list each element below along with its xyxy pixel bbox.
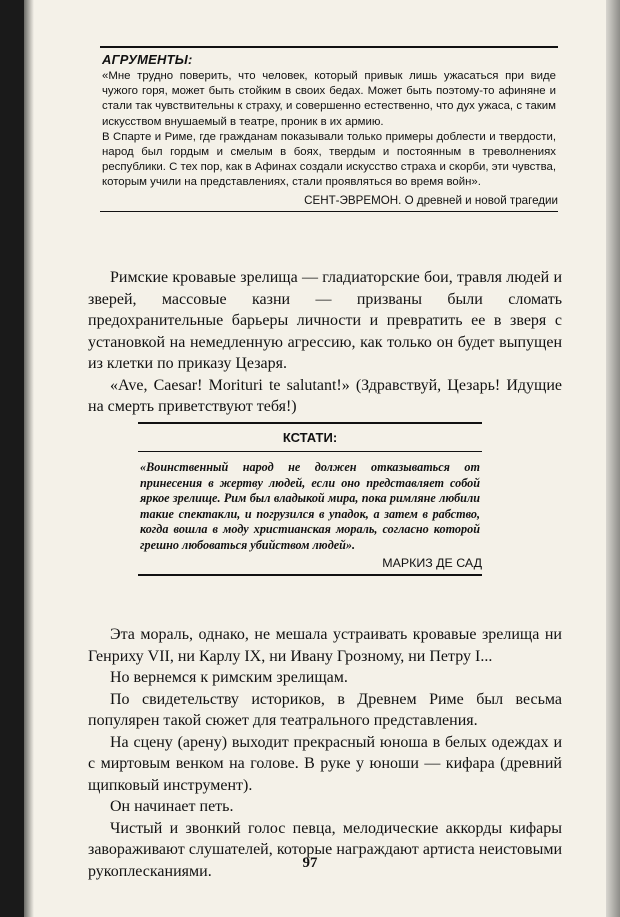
body-paragraph: Эта мораль, однако, не мешала устраивать кровавые зрелища ни Генриху VII, ни Карлу IX, ни Ивану Грозному, ни Петру I... bbox=[88, 626, 562, 665]
arguments-box bbox=[100, 46, 558, 212]
quote-paragraph: «Мне трудно поверить, что человек, который привык лишь ужасаться при виде чужого горя, может быть стойким в своих бедах. Может быть поэтому-то афиняне и стали так чувствительны к страху, и совершенно естественно, что дух ужаса, с таким искусством внушаемый в театре, проник в их армию. bbox=[102, 70, 556, 128]
kstati-quote: «Воинственный народ не должен отказываться от принесения в жертву людей, если оно представляет собой яркое зрелище. Рим был владыкой мира, пока римляне любили такие спектакли, и погрузился в упадок, а затем в рабство, когда вошла в моду христианская мораль, согласно которой грешно любоваться убийством людей». bbox=[140, 460, 480, 552]
scan-edge-shadow bbox=[24, 0, 34, 917]
page-number: 97 bbox=[302, 855, 318, 871]
body-paragraph: На сцену (арену) выходит прекрасный юноша в белых одеждах и с миртовым венком на голове. В руке у юноши — кифара (древний щипковый инструмент). bbox=[88, 733, 562, 794]
top-rule bbox=[100, 46, 558, 48]
arguments-heading: АГРУМЕНТЫ: bbox=[102, 52, 193, 67]
body-paragraph: Он начинает петь. bbox=[110, 798, 234, 815]
scan-edge-right bbox=[606, 0, 620, 917]
kstati-attribution: МАРКИЗ ДЕ САД bbox=[382, 556, 482, 570]
scan-edge-left bbox=[0, 0, 24, 917]
bottom-rule bbox=[100, 211, 558, 212]
top-rule bbox=[138, 422, 482, 424]
heading-rule bbox=[138, 451, 482, 452]
body-section-2 bbox=[88, 624, 562, 882]
body-paragraph: «Ave, Caesar! Morituri te salutant!» (Здравствуй, Цезарь! Идущие на смерть приветствуют тебя!) bbox=[88, 376, 562, 415]
kstati-heading: КСТАТИ: bbox=[282, 430, 338, 445]
kstati-box bbox=[138, 422, 482, 576]
body-paragraph: Но вернемся к римским зрелищам. bbox=[110, 669, 348, 686]
arguments-quote bbox=[102, 69, 556, 191]
body-paragraph: По свидетельству историков, в Древнем Риме был весьма популярен такой сюжет для театрального представления. bbox=[88, 690, 562, 729]
quote-paragraph: В Спарте и Риме, где гражданам показывали только примеры доблести и твердости, народ был гордым и смелым в боях, твердым и постоянным в треволнениях республики. С тех пор, как в Афинах создали искусство страха и скорби, эти чувства, которым учили на представлениях, стали проявляться во время войн». bbox=[102, 130, 556, 189]
body-section-1 bbox=[88, 267, 562, 418]
body-paragraph: Римские кровавые зрелища — гладиаторские бои, травля людей и зверей, массовые казни — призваны были сломать предохранительные барьеры личности и превратить ее в зверя с установкой на немедленную агрессию, как только он будет выпущен из клетки по приказу Цезаря. bbox=[88, 269, 562, 372]
bottom-rule bbox=[138, 574, 482, 576]
arguments-attribution: СЕНТ-ЭВРЕМОН. О древней и новой трагедии bbox=[304, 193, 558, 207]
body-paragraph: Чистый и звонкий голос певца, мелодические аккорды кифары завораживают слушателей, которые награждают артиста неистовыми рукоплесканиями. bbox=[88, 819, 562, 880]
